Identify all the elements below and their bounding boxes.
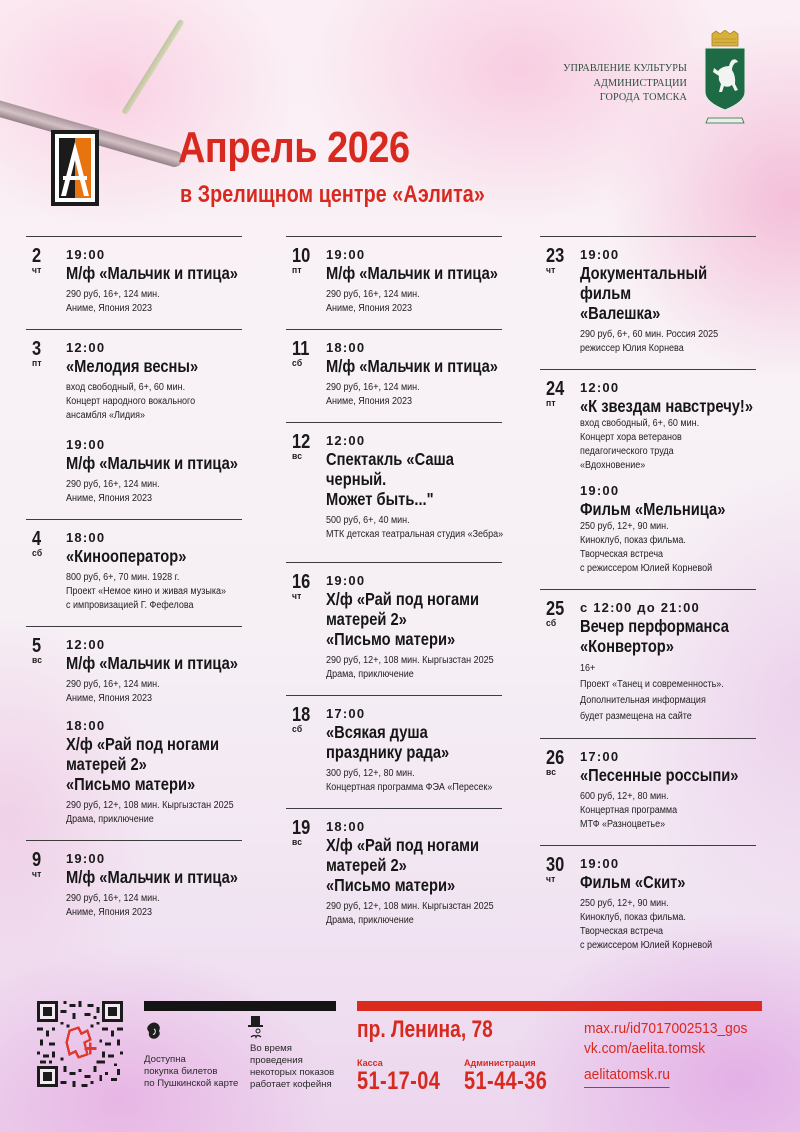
event-title-line: «Песенные россыпи» [580,765,739,785]
event [66,851,242,920]
weekday: сб [292,724,303,734]
schedule-column-3 [540,236,756,963]
day-number: 4 [32,528,42,550]
event-details [66,478,242,506]
event-title-line: Х/ф «Рай под ногами [66,734,220,754]
day-number: 23 [546,245,565,267]
weekday: вс [546,767,557,777]
schedule-column-1 [26,236,242,930]
note-line: Доступна [144,1054,186,1065]
event-time: 17:00 [580,749,620,764]
event [326,706,502,795]
website-link[interactable]: aelitatomsk.ru [584,1065,670,1088]
day-number: 30 [546,854,565,876]
event-title [326,356,502,376]
page-subtitle: в Зрелищном центре «Аэлита» [180,181,485,208]
day-block [540,845,756,953]
weekday: чт [32,869,42,879]
day-number: 19 [292,817,311,839]
day-number: 18 [292,704,311,726]
event-title-line: Документальный фильм [580,263,708,303]
event-title [66,867,242,887]
pushkin-card-note [144,1054,238,1090]
event-detail-line: 290 руб, 16+, 124 мин. [326,382,420,393]
day-block [286,329,502,409]
event-time: 19:00 [66,437,106,452]
event [326,433,502,542]
event-title [580,765,756,785]
event [66,247,242,316]
schedule-column-2 [286,236,502,938]
event [326,340,502,409]
event-detail-line: с импровизацией Г. Фефелова [66,600,194,611]
event [580,247,756,356]
department-line: УПРАВЛЕНИЕ КУЛЬТУРЫ [563,63,687,74]
event-details [326,767,502,795]
qr-code[interactable] [37,1001,123,1087]
event-title-line: Фильм «Мельница» [580,499,726,519]
event-detail-line: Концертная программа ФЭА «Пересек» [326,782,493,793]
event-time: 12:00 [66,340,106,355]
event-time: 18:00 [66,718,106,733]
event-title [66,734,242,794]
event-detail-line: 500 руб, 6+, 40 мин. [326,515,410,526]
day-block [286,808,502,928]
event-time: 19:00 [66,247,106,262]
event-detail-line: МТК детская театральная студия «Зебра» [326,529,504,540]
event-detail-line: 16+ [580,663,596,674]
event-title [66,453,242,473]
day-number: 26 [546,747,565,769]
event-title [580,499,756,519]
weekday: вс [292,451,303,461]
kassa-phone[interactable]: 51-17-04 [357,1067,441,1095]
event [326,573,502,682]
day-number: 16 [292,571,311,593]
event-detail-line: режиссер Юлия Корнева [580,343,684,354]
event-detail-line: 290 руб, 6+, 60 мин. Россия 2025 [580,329,719,340]
event [66,530,242,613]
event-detail-line: 290 руб, 12+, 108 мин. Кыргызстан 2025 [326,901,494,912]
event-title [66,546,242,566]
event-detail-line: Аниме, Япония 2023 [66,907,152,918]
event-details [326,900,502,928]
event-detail-line: Аниме, Япония 2023 [326,303,412,314]
event-time: 18:00 [66,530,106,545]
event-detail-line: Киноклуб, показ фильма. [580,535,686,546]
day-block [26,519,242,613]
event [326,247,502,316]
event-title-line: «Письмо матери» [326,629,456,649]
event-title-line: М/ф «Мальчик и птица» [66,453,238,473]
day-block [540,589,756,725]
day-block [286,236,502,316]
event-title-line: М/ф «Мальчик и птица» [66,653,238,673]
event-detail-line: с режиссером Юлией Корневой [580,940,713,951]
event-title [66,653,242,673]
day-block [540,236,756,356]
event-details [66,799,242,827]
contact-links [584,1019,747,1088]
event [66,718,242,827]
event-title-line: Может быть..." [326,489,434,509]
event-details [66,892,242,920]
day-number: 24 [546,378,565,400]
day-number: 9 [32,849,42,871]
event-detail-line: Аниме, Япония 2023 [66,303,152,314]
event-detail-line: Концертная программа [580,805,678,816]
top-hat-mustache-icon [248,1016,264,1045]
event-title-line: матерей 2» [66,754,147,774]
event-title [580,872,756,892]
event-detail-line: 250 руб, 12+, 90 мин. [580,521,669,532]
event-details [66,381,242,423]
event-details [66,678,242,706]
event-title-line: «К звездам навстречу!» [580,396,754,416]
event-details [326,514,502,542]
note-line: по Пушкинской карте [144,1078,239,1089]
weekday: сб [292,358,303,368]
day-block [286,695,502,795]
event-title [580,396,756,416]
weekday: вс [32,655,43,665]
note-line: покупка билетов [144,1066,218,1077]
note-line: работает кофейня [250,1079,332,1090]
event-detail-line: Творческая встреча [580,549,664,560]
pushkin-portrait-icon [145,1021,163,1046]
event-detail-line: Аниме, Япония 2023 [66,693,152,704]
day-block [26,236,242,316]
event-detail-line: Киноклуб, показ фильма. [580,912,686,923]
vk-link[interactable]: vk.com/aelita.tomsk [584,1040,706,1057]
event-detail-line: 290 руб, 16+, 124 мин. [66,479,160,490]
event-detail-line: «Вдохновение» [580,460,646,471]
weekday: чт [546,265,556,275]
event-title [66,356,242,376]
day-block [26,840,242,920]
event-time: 19:00 [580,483,620,498]
event [580,380,756,473]
day-block [286,562,502,682]
day-number: 2 [32,245,42,267]
day-number: 25 [546,598,565,620]
event-time: 17:00 [326,706,366,721]
day-number: 3 [32,338,42,360]
event-detail-line: Аниме, Япония 2023 [66,493,152,504]
event-title-line: «Валешка» [580,303,661,323]
event-title-line: М/ф «Мальчик и птица» [326,263,498,283]
event-detail-line: 290 руб, 16+, 124 мин. [66,893,160,904]
event-detail-line: Творческая встреча [580,926,664,937]
event-title-line: Фильм «Скит» [580,872,686,892]
weekday: чт [546,874,556,884]
event-title [326,835,502,895]
divider-bar-red [357,1001,762,1011]
event-time: 12:00 [66,637,106,652]
event-title-line: «Письмо матери» [326,875,456,895]
event-details [66,288,242,316]
event-details [580,790,756,832]
weekday: пт [292,265,302,275]
event-time: 18:00 [326,340,366,355]
address: пр. Ленина, 78 [357,1016,493,1043]
event-detail-line: Концерт хора ветеранов [580,432,682,443]
event-time: 18:00 [326,819,366,834]
event-detail-line: 290 руб, 16+, 124 мин. [326,289,420,300]
day-number: 5 [32,635,42,657]
admin-label: Администрация [464,1058,536,1068]
event-detail-line: МТФ «Разноцветье» [580,819,666,830]
event-time: 19:00 [66,851,106,866]
day-block [26,626,242,827]
note-line: некоторых показов [250,1067,335,1078]
note-line: проведения [250,1055,303,1066]
event-detail-line: Концерт народного вокального [66,396,196,407]
event [580,856,756,953]
event-title-line: «Конвертор» [580,636,674,656]
day-number: 10 [292,245,311,267]
event-time: 12:00 [326,433,366,448]
event [580,600,756,725]
event-time: 12:00 [580,380,620,395]
event-time: 19:00 [580,247,620,262]
event-details [326,381,502,409]
admin-phone[interactable]: 51-44-36 [464,1067,548,1095]
event [66,637,242,706]
event-detail-line: вход свободный, 6+, 60 мин. [580,418,700,429]
event-time: 19:00 [326,247,366,262]
aelita-logo-icon [59,138,91,198]
day-number: 11 [292,338,310,360]
event-title [66,263,242,283]
event-title-line: «Мелодия весны» [66,356,199,376]
weekday: чт [32,265,42,275]
department-line: АДМИНИСТРАЦИИ [593,77,687,89]
event-detail-line: Дополнительная информация [580,695,706,706]
event-detail-line: Драма, приключение [326,915,414,926]
event-title-line: М/ф «Мальчик и птица» [66,263,238,283]
event-title [326,449,502,509]
event-detail-line: 290 руб, 12+, 108 мин. Кыргызстан 2025 [326,655,494,666]
day-block [26,329,242,506]
department-line: ГОРОДА ТОМСКА [599,92,687,103]
event-detail-line: 290 руб, 16+, 124 мин. [66,679,160,690]
event-details [580,661,756,725]
kassa-label: Касса [357,1058,383,1068]
event-title-line: Х/ф «Рай под ногами [326,589,480,609]
event [580,749,756,832]
day-block [286,422,502,542]
event-title-line: матерей 2» [326,609,407,629]
weekday: вс [292,837,303,847]
day-block [540,738,756,832]
department-name [563,62,687,106]
event-details [326,288,502,316]
event-title-line: празднику рада» [326,742,450,762]
event-detail-line: 250 руб, 12+, 90 мин. [580,898,669,909]
weekday: пт [546,398,556,408]
event-title [580,616,756,656]
event-detail-line: будет размещена на сайте [580,711,692,722]
event-title-line: «Всякая душа [326,722,428,742]
note-line: Во время [250,1043,292,1054]
tomsk-coat-of-arms-icon [702,30,748,130]
weekday: сб [546,618,557,628]
event-title [326,263,502,283]
event-title [326,722,502,762]
event-time: 19:00 [326,573,366,588]
event-title-line: «Письмо матери» [66,774,196,794]
event-title-line: М/ф «Мальчик и птица» [326,356,498,376]
day-block [540,369,756,576]
event-detail-line: ансамбля «Лидия» [66,410,146,421]
event-title-line: матерей 2» [326,855,407,875]
weekday: чт [292,591,302,601]
event-details [580,520,756,576]
event-title-line: Спектакль «Саша черный. [326,449,454,489]
event-detail-line: вход свободный, 6+, 60 мин. [66,382,186,393]
event-detail-line: 300 руб, 12+, 80 мин. [326,768,415,779]
event [66,437,242,506]
event-detail-line: педагогического труда [580,446,674,457]
event-title-line: Х/ф «Рай под ногами [326,835,480,855]
event-details [580,328,756,356]
weekday: пт [32,358,42,368]
event-time: с 12:00 до 21:00 [580,600,700,615]
event-time: 19:00 [580,856,620,871]
event-detail-line: 600 руб, 12+, 80 мин. [580,791,669,802]
stem-decoration [121,19,184,115]
cafe-note [250,1043,334,1091]
event-detail-line: Проект «Немое кино и живая музыка» [66,586,226,597]
event-title-line: Вечер перформанса [580,616,729,636]
weekday: сб [32,548,43,558]
page-title: Апрель 2026 [178,123,410,172]
event-title-line: «Кинооператор» [66,546,187,566]
event-title [580,263,756,323]
event-detail-line: 800 руб, 6+, 70 мин. 1928 г. [66,572,180,583]
aelita-logo [51,130,99,206]
event-detail-line: Драма, приключение [326,669,414,680]
max-link[interactable]: max.ru/id7017002513_gos [584,1020,748,1037]
event-details [580,897,756,953]
event-detail-line: Драма, приключение [66,814,154,825]
event-detail-line: Аниме, Япония 2023 [326,396,412,407]
event-detail-line: с режиссером Юлией Корневой [580,563,713,574]
event-details [66,571,242,613]
event-title-line: М/ф «Мальчик и птица» [66,867,238,887]
event-title [326,589,502,649]
event [580,483,756,576]
divider-bar-black [144,1001,336,1011]
event-detail-line: 290 руб, 16+, 124 мин. [66,289,160,300]
event [66,340,242,423]
event [326,819,502,928]
event-detail-line: Проект «Танец и современность». [580,679,724,690]
day-number: 12 [292,431,311,453]
event-details [326,654,502,682]
event-detail-line: 290 руб, 12+, 108 мин. Кыргызстан 2025 [66,800,234,811]
event-details [580,417,756,473]
